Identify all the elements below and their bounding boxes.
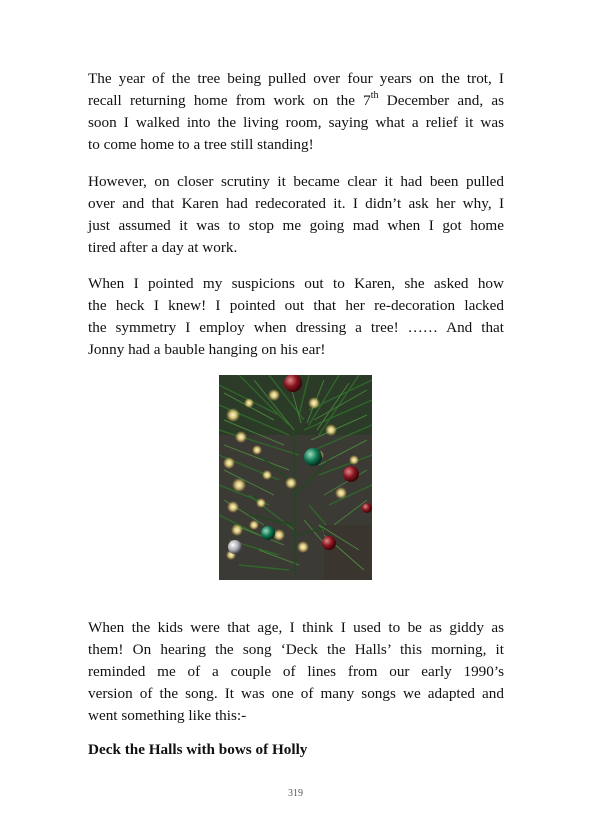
- text-line: soon I walked into the living room, saying what a relief it was: [88, 114, 504, 131]
- text-line: Jonny had a bauble hanging on his ear!: [88, 341, 326, 358]
- text-line: When I pointed my suspicions out to Karen, she asked how: [88, 275, 504, 292]
- text-fragment: recall returning home from work on the 7: [88, 92, 371, 109]
- text-line-with-superscript: [88, 90, 504, 112]
- text-line: When the kids were that age, I think I used to be as giddy as: [88, 619, 504, 636]
- paragraph-tree-pulled-over: [88, 68, 504, 156]
- page-number: 319: [288, 788, 303, 799]
- paragraph-closer-scrutiny: [88, 171, 504, 259]
- text-line: tired after a day at work.: [88, 239, 238, 256]
- text-line: went something like this:-: [88, 707, 247, 724]
- paragraph-deck-the-halls-intro: [88, 617, 504, 727]
- paragraph-suspicions: [88, 273, 504, 361]
- christmas-tree-photo: [219, 375, 372, 580]
- text-line: over and that Karen had redecorated it. I didn’t ask her why, I: [88, 195, 504, 212]
- text-line: to come home to a tree still standing!: [88, 136, 314, 153]
- superscript-ordinal: th: [370, 90, 379, 101]
- text-line: reminded me of a couple of lines from our early 1990’s: [88, 663, 504, 680]
- text-line: The year of the tree being pulled over four years on the trot, I: [88, 70, 504, 87]
- song-heading: Deck the Halls with bows of Holly: [88, 741, 308, 758]
- text-line: the heck I knew! I pointed out that her re-decoration lacked: [88, 297, 504, 314]
- text-line: just assumed it was to stop me going mad when I got home: [88, 217, 504, 234]
- text-line: them! On hearing the song ‘Deck the Halls’ this morning, it: [88, 641, 504, 658]
- text-fragment: December and, as: [386, 92, 505, 109]
- text-line: version of the song. It was one of many songs we adapted and: [88, 685, 504, 702]
- text-line: However, on closer scrutiny it became clear it had been pulled: [88, 173, 504, 190]
- text-line: the symmetry I employ when dressing a tree! …… And that: [88, 319, 504, 336]
